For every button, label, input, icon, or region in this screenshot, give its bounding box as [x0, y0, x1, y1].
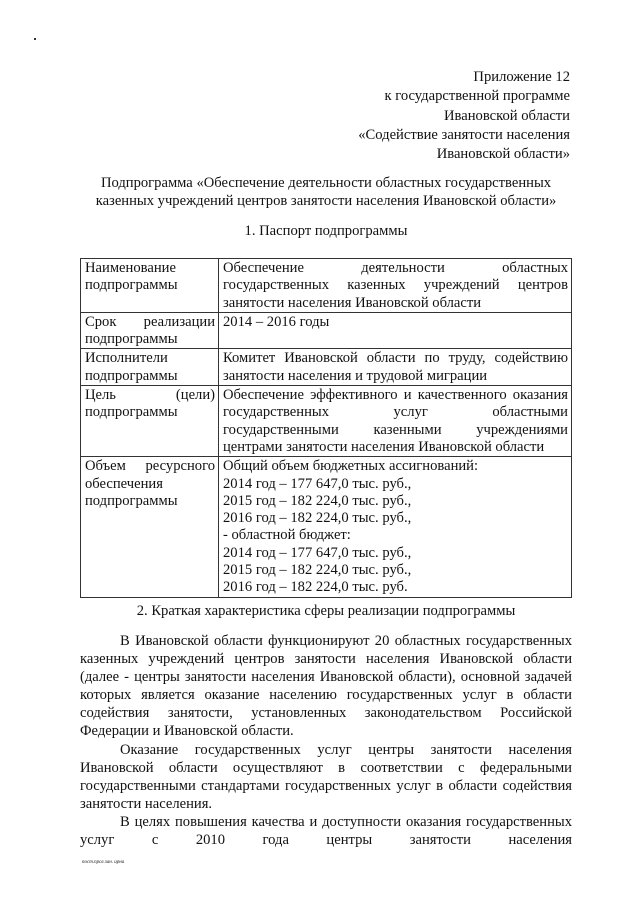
- row-value: [219, 312, 572, 349]
- subprogram-title: [80, 174, 572, 210]
- cell-line: обеспечения: [85, 475, 163, 492]
- cell-line: Объем ресурсного: [85, 458, 215, 475]
- cell-line: Наименование: [85, 260, 176, 276]
- cell-line: Обеспечение эффективного и качественного оказания: [223, 387, 568, 404]
- title-line: казенных учреждений центров занятости населения Ивановской области»: [95, 193, 557, 209]
- cell-line: занятости населения Ивановской области: [223, 294, 482, 311]
- row-value: [219, 349, 572, 386]
- section2-body: [80, 632, 572, 849]
- row-label: [81, 312, 219, 349]
- row-label: [81, 349, 219, 386]
- row-label: [81, 259, 219, 313]
- cell-line: занятости населения и трудовой миграции: [223, 367, 488, 384]
- appendix-line: Приложение 12: [473, 69, 570, 85]
- passport-table: [80, 258, 572, 598]
- cell-line: 2015 год – 182 224,0 тыс. руб.,: [223, 492, 412, 509]
- cell-line: подпрограммы: [85, 367, 178, 384]
- appendix-header: [358, 68, 570, 164]
- cell-line: 2015 год – 182 224,0 тыс. руб.,: [223, 562, 412, 579]
- cell-line: Обеспечение деятельности областных: [223, 260, 568, 276]
- table-row: [81, 457, 572, 597]
- title-line: Подпрограмма «Обеспечение деятельности областных государственных: [100, 175, 552, 191]
- section2-title: 2. Краткая характеристика сферы реализации подпрограммы: [136, 603, 516, 619]
- cell-line: подпрограммы: [85, 277, 178, 294]
- cell-line: государственными казенными учреждениями: [223, 421, 568, 438]
- cell-line: 2016 год – 182 224,0 тыс. руб.: [223, 579, 408, 596]
- section1-title: 1. Паспорт подпрограммы: [244, 223, 408, 239]
- row-value: [219, 457, 572, 597]
- row-value: [219, 259, 572, 313]
- table-row: [81, 349, 572, 386]
- scan-speck: [34, 38, 36, 40]
- cell-line: Общий объем бюджетных ассигнований:: [223, 458, 479, 475]
- row-label: [81, 386, 219, 457]
- appendix-line: «Содействие занятости населения: [358, 126, 570, 143]
- cell-line: Комитет Ивановской области по труду, содействию: [223, 350, 568, 367]
- cell-line: 2014 – 2016 годы: [223, 313, 330, 330]
- table-row: [81, 386, 572, 457]
- cell-line: - областной бюджет:: [223, 527, 351, 544]
- appendix-line: к государственной программе: [384, 88, 570, 105]
- cell-line: подпрограммы: [85, 404, 178, 421]
- paragraph: В Ивановской области функционируют 20 областных государственных казенных учреждений центров занятости населения Ивановской области (далее - центры занятости населения Ивановской области), основной задачей которых является оказание населению государственных услуг в области содействия занятости, установленных законодательством Российской Федерации и Ивановской области.: [80, 633, 572, 740]
- table-row: [81, 312, 572, 349]
- table-row: [81, 259, 572, 313]
- paragraph: Оказание государственных услуг центры занятости населения Ивановской области осуществляют в соответствии с федеральными государственными стандартами государственных услуг в области содействия занятости населения.: [80, 741, 572, 812]
- cell-line: 2014 год – 177 647,0 тыс. руб.,: [223, 475, 412, 492]
- cell-line: Срок реализации: [85, 313, 215, 330]
- cell-line: центрами занятости населения Ивановской области: [223, 438, 545, 455]
- cell-line: подпрограммы: [85, 331, 178, 348]
- appendix-line: Ивановской области: [444, 107, 570, 124]
- paragraph: В целях повышения качества и доступности оказания государственных услуг с 2010 года центры занятости населения: [80, 813, 572, 849]
- cell-line: 2014 год – 177 647,0 тыс. руб.,: [223, 544, 412, 561]
- row-value: [219, 386, 572, 457]
- file-footer: пост.прог.зан. ирна: [82, 860, 125, 865]
- cell-line: Цель (цели): [85, 387, 215, 404]
- cell-line: Исполнители: [85, 350, 168, 367]
- cell-line: государственных казенных учреждений центров: [223, 277, 568, 294]
- row-label: [81, 457, 219, 597]
- cell-line: государственных услуг областными: [223, 404, 568, 421]
- appendix-line: Ивановской области»: [436, 146, 570, 163]
- cell-line: 2016 год – 182 224,0 тыс. руб.,: [223, 510, 412, 527]
- cell-line: подпрограммы: [85, 492, 178, 509]
